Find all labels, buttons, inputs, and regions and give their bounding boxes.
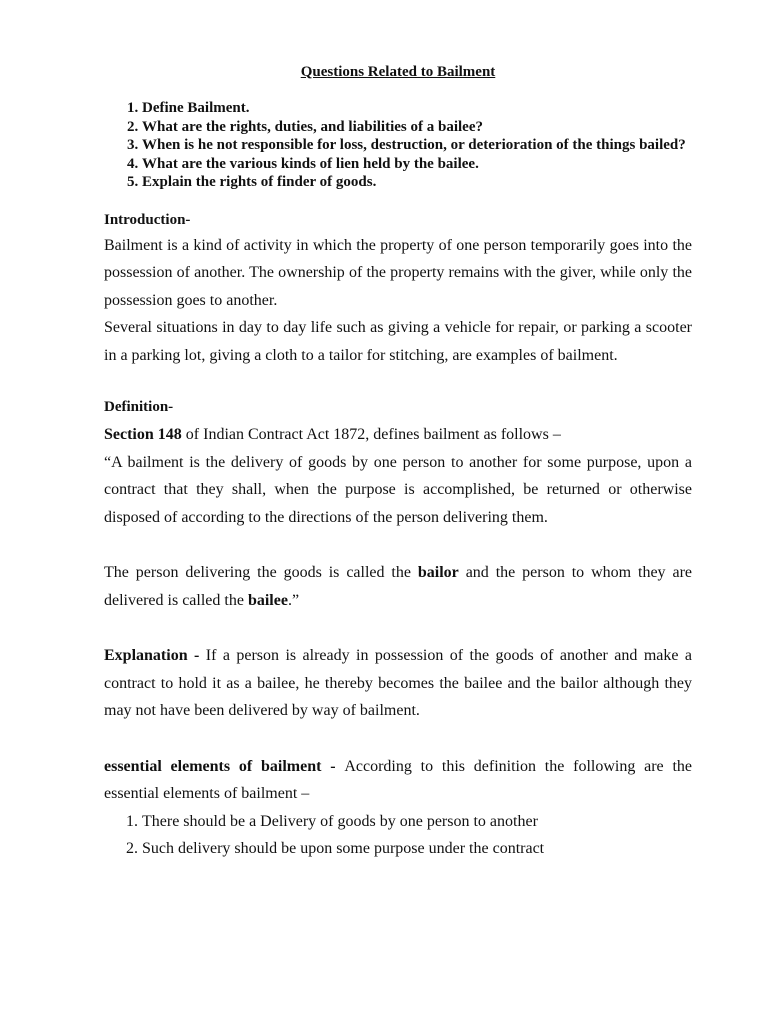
question-item: 2. What are the rights, duties, and liabilities of a bailee?: [142, 118, 692, 137]
essentials-paragraph: [104, 753, 692, 808]
explanation-label: Explanation -: [104, 647, 206, 664]
question-item: 5. Explain the rights of finder of goods.: [142, 173, 692, 192]
bailor-bailee-paragraph: [104, 559, 692, 614]
essentials-list: [104, 808, 692, 863]
bailor-mid-text: and the person to whom they are delivered is called the: [104, 564, 692, 609]
introduction-paragraph-1: Bailment is a kind of activity in which the property of one person temporarily goes into the possession of another. The ownership of the property remains with the giver, while only the possession goes to another.: [104, 236, 692, 309]
bailee-post-text: .”: [287, 591, 300, 609]
definition-quote: “A bailment is the delivery of goods by one person to another for some purpose, upon a contract that they shall, when the purpose is accomplished, be returned or otherwise disposed of according to the directions of the person delivering them.: [104, 453, 692, 526]
explanation-paragraph: [104, 642, 692, 725]
bailor-pre-text: The person delivering the goods is called the: [104, 564, 418, 581]
section-text: of Indian Contract Act 1872, defines bailment as follows –: [181, 426, 561, 443]
question-item: 4. What are the various kinds of lien held by the bailee.: [142, 155, 692, 174]
questions-list: [104, 99, 692, 192]
bailee-term: bailee: [247, 591, 288, 609]
essential-item: 2. Such delivery should be upon some purpose under the contract: [142, 835, 692, 863]
document-title: Questions Related to Bailment: [300, 64, 496, 80]
definition-section-line: [104, 421, 692, 449]
question-item: 1. Define Bailment.: [142, 99, 692, 118]
question-item: 3. When is he not responsible for loss, destruction, or deterioration of the things bailed?: [142, 136, 692, 155]
bailor-term: bailor: [417, 564, 459, 581]
definition-heading: Definition-: [104, 399, 174, 415]
essentials-text: According to this definition the following are the essential elements of bailment –: [104, 757, 692, 802]
explanation-text: If a person is already in possession of the goods of another and make a contract to hold it as a bailee, he thereby becomes the bailee and the bailor although they may not have been delivered by way of bailment.: [104, 647, 692, 719]
essentials-label: essential elements of bailment -: [104, 757, 345, 775]
introduction-paragraph-2: Several situations in day to day life such as giving a vehicle for repair, or parking a scooter in a parking lot, giving a cloth to a tailor for stitching, are examples of bailment.: [104, 319, 692, 364]
section-label: Section 148: [104, 426, 182, 443]
essential-item: 1. There should be a Delivery of goods by one person to another: [142, 808, 692, 836]
document-page: [104, 62, 692, 863]
introduction-heading: Introduction-: [104, 211, 191, 228]
